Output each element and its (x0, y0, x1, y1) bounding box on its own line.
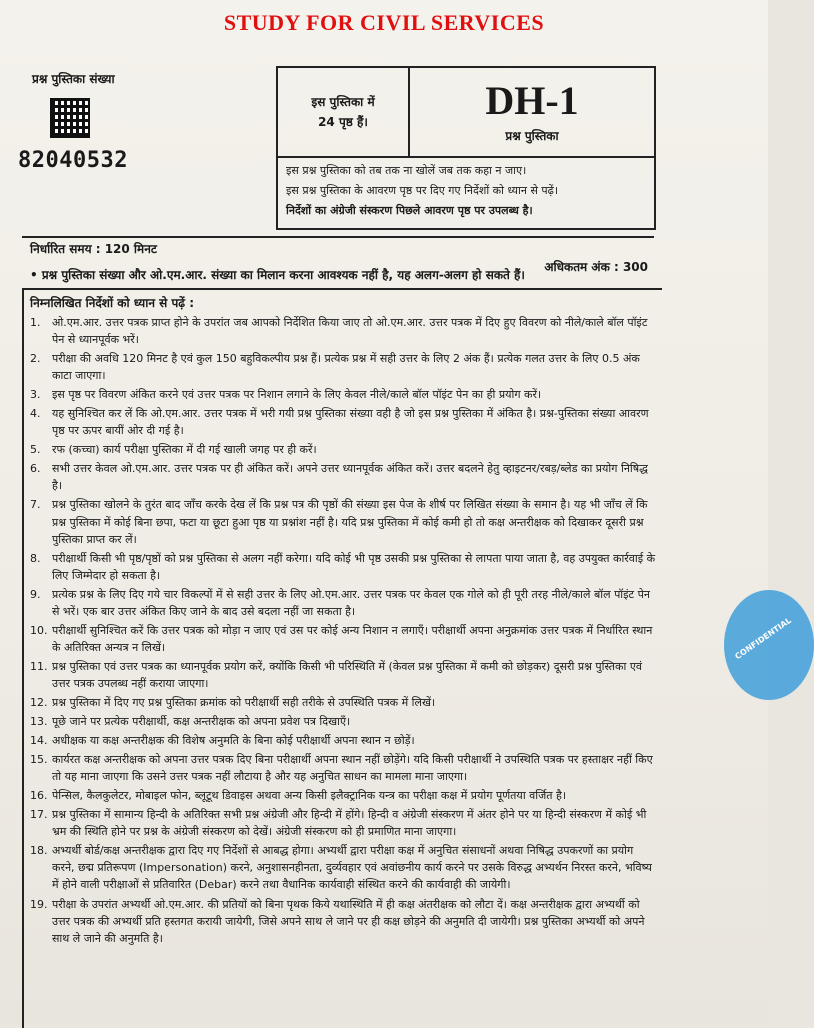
instruction-number: 7. (30, 498, 41, 512)
instruction-item (30, 350, 658, 384)
page-count-line2: 24 पृष्ठ हैं। (318, 115, 368, 129)
instructions-heading: निम्नलिखित निर्देशों को ध्यान से पढ़ें : (30, 296, 195, 310)
instruction-number: 15. (30, 753, 48, 767)
instruction-text: सभी उत्तर केवल ओ.एम.आर. उत्तर पत्रक पर ही अंकित करें। अपने उत्तर ध्यानपूर्वक अंकित करें। उत्तर बदलने हेतु व्हाइटनर/रबड़/ब्लेड का प्रयोग निषिद्ध है। (52, 462, 648, 493)
instruction-text: अभ्यर्थी बोर्ड/कक्ष अन्तरीक्षक द्वारा दिए गए निर्देशों से आबद्ध होगा। अभ्यर्थी द्वारा परीक्षा कक्ष में अनुचित संसाधनों अथवा निषिद्ध उपकरणों का प्रयोग करने, छद्म प्रतिरूपण (Impersonation) करने, अनुशासनहीनता, दुर्व्यवहार एवं अवांछनीय कार्य करने पर उसके विरुद्ध अभ्यर्थन निरस्त करने, भविष्य में होने वाली परीक्षाओं से प्रतिवारित (Debar) करने तथा वैधानिक कार्यवाही संस्थित करने की कार्यवाही की जायेगी। (52, 844, 652, 892)
instruction-number: 14. (30, 734, 48, 748)
instruction-text: प्रश्न पुस्तिका में सामान्य हिन्दी के अतिरिक्त सभी प्रश्न अंग्रेजी और हिन्दी में होंगे। हिन्दी व अंग्रेजी संस्करण में अंतर होने पर या हिन्दी संस्करण में कोई भी भ्रम की स्थिति होने पर प्रश्न के अंग्रेजी संस्करण को देखें। अंग्रेजी संस्करण को ही प्रमाणित माना जाएगा। (52, 808, 647, 839)
qr-code-icon (52, 100, 88, 136)
instruction-text: कार्यरत कक्ष अन्तरीक्षक को अपना उत्तर पत्रक दिए बिना परीक्षार्थी अपना स्थान नहीं छोड़ेंगे। यदि किसी परीक्षार्थी ने उपस्थिति पत्रक पर हस्ताक्षर नहीं किए तो यह माना जाएगा कि उसने उत्तर पत्रक नहीं लौटाया है और यह अनुचित साधन का मामला माना जाएगा। (52, 753, 653, 784)
instructions-section (22, 288, 662, 1028)
instruction-item (30, 842, 658, 893)
matching-note: • प्रश्न पुस्तिका संख्या और ओ.एम.आर. संख्या का मिलान करना आवश्यक नहीं है, यह अलग-अलग हो सकते हैं। (30, 268, 525, 282)
instruction-text: परीक्षार्थी सुनिश्चित करें कि उत्तर पत्रक को मोड़ा न जाए एवं उस पर कोई अन्य निशान न लगाएँ। परीक्षार्थी अपना अनुक्रमांक उत्तर पत्रक में निर्धारित स्थान के अतिरिक्त अन्यत्र न लिखें। (52, 623, 653, 654)
note-line: निर्देशों का अंग्रेजी संस्करण पिछले आवरण पृष्ठ पर उपलब्ध है। (286, 203, 533, 217)
instruction-number: 4. (30, 407, 41, 421)
instruction-number: 17. (30, 808, 48, 822)
instruction-number: 9. (30, 587, 41, 601)
instruction-number: 3. (30, 388, 41, 402)
instruction-text: प्रत्येक प्रश्न के लिए दिए गये चार विकल्पों में से सही उत्तर के लिए ओ.एम.आर. उत्तर पत्रक पर केवल एक गोले को ही पूरी तरह नीले/काले बॉल पॉइंट पेन से भरें। एक बार उत्तर अंकित किए जाने के बाद उसे बदला नहीं जा सकता है। (52, 587, 650, 618)
instruction-number: 2. (30, 352, 41, 366)
page-count-line1: इस पुस्तिका में (311, 94, 375, 109)
instruction-text: पेन्सिल, कैलकुलेटर, मोबाइल फोन, ब्लूटूथ डिवाइस अथवा अन्य किसी इलैक्ट्रानिक यन्त्र का परीक्षा कक्ष में प्रयोग पूर्णतया वर्जित है। (52, 789, 567, 803)
booklet-info-box (276, 66, 656, 158)
instruction-text: ओ.एम.आर. उत्तर पत्रक प्राप्त होने के उपरांत जब आपको निर्देशित किया जाए तो ओ.एम.आर. उत्तर पत्रक में दिए हुए विवरण को नीले/काले बॉल पॉइंट पेन से ध्यानपूर्वक भरें। (52, 316, 648, 347)
instruction-item (30, 896, 658, 947)
site-banner: STUDY FOR CIVIL SERVICES (223, 10, 545, 35)
note-line: इस प्रश्न पुस्तिका को तब तक ना खोलें जब तक कहा न जाए। (286, 164, 527, 177)
instruction-text: प्रश्न पुस्तिका में दिए गए प्रश्न पुस्तिका क्रमांक को परीक्षार्थी सही तरीके से उपस्थिति पत्रक में लिखें। (52, 695, 436, 709)
stamp-text: CONFIDENTIAL (733, 615, 793, 662)
instruction-item (30, 460, 658, 494)
instruction-number: 10. (30, 623, 48, 637)
instruction-text: परीक्षार्थी किसी भी पृष्ठ/पृष्ठों को प्रश्न पुस्तिका से अलग नहीं करेगा। यदि कोई भी पृष्ठ उसकी प्रश्न पुस्तिका से लापता पाया जाता है, वह उपयुक्त कार्रवाई के लिए जिम्मेदार हो सकता है। (52, 551, 656, 582)
booklet-code-box (410, 68, 654, 156)
serial-number: 82040532 (18, 148, 128, 173)
instruction-number: 5. (30, 443, 41, 457)
instruction-item (30, 314, 658, 348)
instruction-item (30, 586, 658, 620)
instructions-list (30, 314, 658, 947)
booklet-code-subtitle: प्रश्न पुस्तिका (505, 128, 559, 143)
instruction-number: 11. (30, 659, 48, 673)
instruction-item (30, 694, 658, 711)
instruction-text: प्रश्न पुस्तिका खोलने के तुरंत बाद जाँच करके देख लें कि प्रश्न पत्र की पृष्ठों की संख्या इस पेज के शीर्ष पर लिखित संख्या के समान है। यह भी जाँच लें कि प्रश्न पुस्तिका में कोई बिना छपा, फटा या छूटा हुआ पृष्ठ या प्रश्नांश नहीं है। यदि प्रश्न पुस्तिका में कोई कमी हो तो कक्ष अन्तरीक्षक को दिखाकर दूसरी प्रश्न पुस्तिका प्राप्त कर लें। (52, 498, 648, 546)
instruction-number: 12. (30, 695, 48, 709)
instruction-number: 13. (30, 715, 48, 729)
confidential-stamp (724, 590, 814, 700)
instruction-text: इस पृष्ठ पर विवरण अंकित करने एवं उत्तर पत्रक पर निशान लगाने के लिए केवल नीले/काले बॉल पॉइंट पेन का ही प्रयोग करें। (52, 388, 542, 402)
instruction-item (30, 713, 658, 730)
instruction-number: 1. (30, 316, 41, 329)
instruction-text: यह सुनिश्चित कर लें कि ओ.एम.आर. उत्तर पत्रक में भरी गयी प्रश्न पुस्तिका संख्या वही है जो इस प्रश्न पुस्तिका में अंकित है। प्रश्न-पुस्तिका संख्या आवरण पृष्ठ पर ऊपर बायीं ओर दी गई है। (52, 407, 649, 438)
instruction-item (30, 732, 658, 749)
instruction-text: अधीक्षक या कक्ष अन्तरीक्षक की विशेष अनुमति के बिना कोई परीक्षार्थी अपना स्थान न छोड़ें। (52, 734, 415, 748)
instruction-number: 16. (30, 789, 48, 803)
instruction-item (30, 405, 658, 439)
instruction-item (30, 751, 658, 785)
instruction-text: रफ (कच्चा) कार्य परीक्षा पुस्तिका में दी गई खाली जगह पर ही करें। (52, 443, 317, 457)
time-allowed: निर्धारित समय : 120 मिनट (30, 242, 157, 256)
instruction-item (30, 806, 658, 840)
instruction-number: 18. (30, 844, 48, 858)
instruction-number: 6. (30, 462, 41, 476)
instruction-text: परीक्षा के उपरांत अभ्यर्थी ओ.एम.आर. की प्रतियों को बिना पृथक किये यथास्थिति में ही कक्ष अंतरीक्षक को लौटा दें। कक्ष अन्तरीक्षक द्वारा अभ्यर्थी को उत्तर पत्रक की अभ्यर्थी प्रति हस्तगत करायी जायेगी, जिसे अपने साथ ले जाने पर ही कक्ष छोड़ने की अनुमति दी जायेगी। प्रश्न पुस्तिका अभ्यर्थी को अपने साथ ले जाने की अनुमति है। (52, 897, 645, 945)
page-count-box (278, 68, 410, 156)
instruction-text: प्रश्न पुस्तिका एवं उत्तर पत्रक का ध्यानपूर्वक प्रयोग करें, क्योंकि किसी भी परिस्थिति में (केवल प्रश्न पुस्तिका में कमी को छोड़कर) दूसरी प्रश्न पुस्तिका एवं उत्तर पत्रक उपलब्ध नहीं कराया जाएगा। (52, 659, 643, 690)
instruction-item (30, 787, 658, 804)
notes-box (276, 158, 656, 230)
instruction-item (30, 550, 658, 584)
note-line: इस प्रश्न पुस्तिका के आवरण पृष्ठ पर दिए गए निर्देशों को ध्यान से पढ़ें। (286, 183, 558, 197)
instruction-number: 19. (30, 897, 48, 911)
instruction-item (30, 496, 658, 547)
booklet-code: DH-1 (485, 77, 579, 123)
instruction-number: 8. (30, 551, 41, 565)
instruction-item (30, 658, 658, 692)
instruction-text: परीक्षा की अवधि 120 मिनट है एवं कुल 150 बहुविकल्पीय प्रश्न हैं। प्रत्येक प्रश्न में सही उत्तर के लिए 2 अंक हैं। प्रत्येक गलत उत्तर के लिए 0.5 अंक काटा जाएगा। (52, 352, 640, 383)
max-marks: अधिकतम अंक : 300 (544, 260, 648, 274)
instruction-item (30, 441, 658, 458)
instruction-text: पूछे जाने पर प्रत्येक परीक्षार्थी, कक्ष अन्तरीक्षक को अपना प्रवेश पत्र दिखाएँ। (52, 715, 351, 729)
exam-meta (22, 236, 654, 274)
instruction-item (30, 622, 658, 656)
booklet-number-label: प्रश्न पुस्तिका संख्या (32, 72, 115, 86)
instruction-item (30, 386, 658, 403)
